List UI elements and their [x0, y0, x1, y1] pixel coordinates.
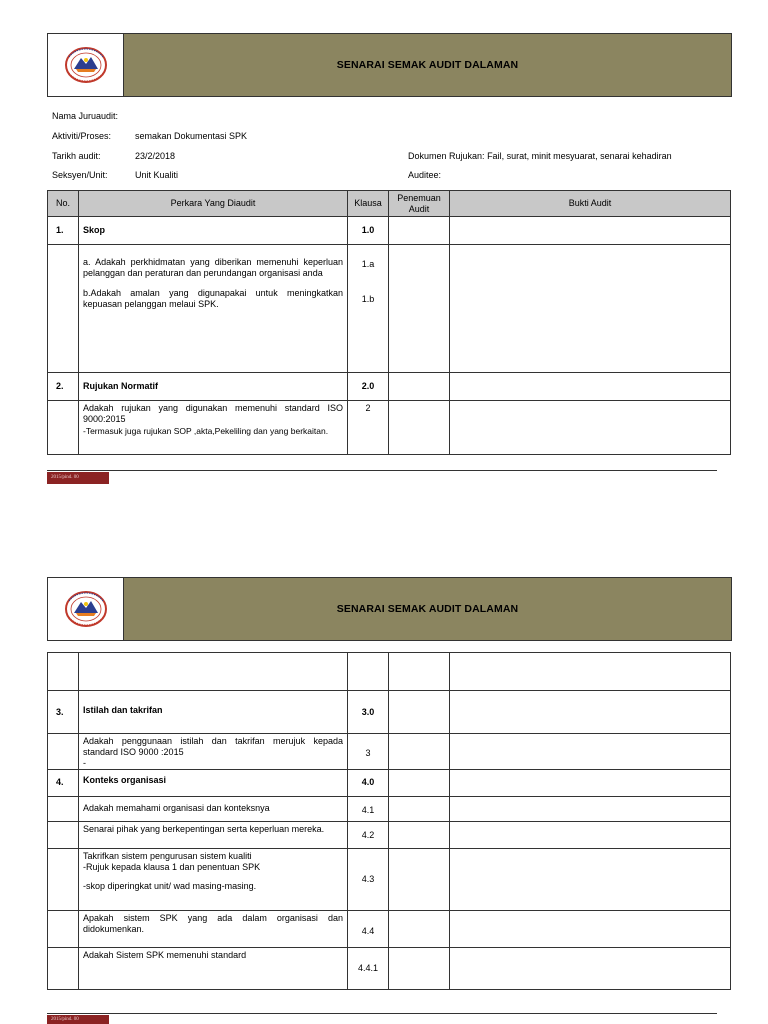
item-2-note: -Termasuk juga rujukan SOP ,akta,Pekeliling dan yang berkaitan. — [83, 426, 329, 436]
table-row — [48, 245, 731, 373]
item-3-text: Adakah penggunaan istilah dan takrifan merujuk kepada standard ISO 9000 :2015 — [83, 736, 343, 757]
dokumen-label: Dokumen Rujukan: — [408, 151, 485, 161]
klausa-1b: 1.b — [361, 294, 375, 304]
bukti-cell[interactable] — [450, 653, 731, 691]
logo-cell — [48, 34, 124, 96]
header-bukti: Bukti Audit — [450, 191, 731, 217]
penemuan-cell[interactable] — [389, 691, 450, 734]
item-description — [79, 734, 348, 770]
penemuan-cell[interactable] — [389, 734, 450, 770]
klausa-cell: 4.0 — [348, 770, 389, 797]
section-number: 4. — [48, 770, 79, 797]
aktiviti-label: Aktiviti/Proses: — [52, 131, 112, 141]
klausa-cell: 3.0 — [348, 691, 389, 734]
tarikh-label: Tarikh audit: — [52, 151, 101, 161]
penemuan-cell[interactable] — [389, 245, 450, 373]
bukti-cell[interactable] — [450, 849, 731, 911]
item-description: Senarai pihak yang berkepentingan serta keperluan mereka. — [79, 822, 348, 849]
table-header-row — [48, 191, 731, 217]
header-penemuan: Penemuan Audit — [389, 191, 450, 217]
item-description: Apakah sistem SPK yang ada dalam organisasi dan didokumenkan. — [79, 911, 348, 948]
dokumen-value: Fail, surat, minit mesyuarat, senarai kehadiran — [487, 151, 672, 161]
bukti-cell[interactable] — [450, 734, 731, 770]
audit-table-page2 — [47, 652, 731, 990]
item-description — [79, 849, 348, 911]
document-title: SENARAI SEMAK AUDIT DALAMAN — [124, 578, 731, 640]
penemuan-cell[interactable] — [389, 401, 450, 455]
item-43-l2: -Rujuk kepada klausa 1 dan penentuan SPK — [83, 862, 261, 872]
item-description: Adakah memahami organisasi dan konteksnya — [79, 797, 348, 822]
klausa-cell: 4.2 — [348, 822, 389, 849]
penemuan-cell[interactable] — [389, 373, 450, 401]
item-description — [79, 401, 348, 455]
klausa-cell: 3 — [348, 734, 389, 770]
organization-seal-icon — [63, 45, 109, 85]
bukti-cell[interactable] — [450, 691, 731, 734]
klausa-cell: 4.3 — [348, 849, 389, 911]
item-1b-text: b.Adakah amalan yang digunapakai untuk meningkatkan kepuasan pelanggan melaui SPK. — [83, 288, 343, 309]
item-description: Adakah Sistem SPK memenuhi standard — [79, 948, 348, 990]
table-row — [48, 401, 731, 455]
header-no: No. — [48, 191, 79, 217]
penemuan-cell[interactable] — [389, 948, 450, 990]
table-row — [48, 691, 731, 734]
table-row — [48, 770, 731, 797]
table-row — [48, 911, 731, 948]
section-number: 3. — [48, 691, 79, 734]
table-row — [48, 948, 731, 990]
bukti-cell[interactable] — [450, 797, 731, 822]
klausa-cell — [348, 245, 389, 373]
table-row — [48, 822, 731, 849]
aktiviti-value: semakan Dokumentasi SPK — [135, 131, 248, 141]
footer-version-tag: 2015/pind. 00 — [47, 472, 109, 484]
auditee-label: Auditee: — [408, 170, 442, 180]
page2-header — [47, 577, 732, 641]
bukti-cell[interactable] — [450, 770, 731, 797]
document-title: SENARAI SEMAK AUDIT DALAMAN — [124, 34, 731, 96]
bukti-cell[interactable] — [450, 373, 731, 401]
footer-divider — [47, 470, 717, 471]
item-43-l1: Takrifkan sistem pengurusan sistem kualiti — [83, 851, 252, 861]
klausa-cell: 4.4 — [348, 911, 389, 948]
table-row — [48, 217, 731, 245]
penemuan-cell[interactable] — [389, 849, 450, 911]
organization-seal-icon — [63, 589, 109, 629]
table-row — [48, 849, 731, 911]
penemuan-cell[interactable] — [389, 822, 450, 849]
section-title: Konteks organisasi — [79, 770, 348, 797]
bukti-cell[interactable] — [450, 822, 731, 849]
penemuan-cell[interactable] — [389, 653, 450, 691]
section-number: 2. — [48, 373, 79, 401]
item-description — [79, 245, 348, 373]
audit-table-page1 — [47, 190, 731, 455]
section-title: Skop — [79, 217, 348, 245]
klausa-cell: 4.1 — [348, 797, 389, 822]
klausa-cell: 2.0 — [348, 373, 389, 401]
section-title: Istilah dan takrifan — [79, 691, 348, 734]
bukti-cell[interactable] — [450, 245, 731, 373]
klausa-1a: 1.a — [361, 259, 375, 269]
klausa-cell: 1.0 — [348, 217, 389, 245]
table-row — [48, 797, 731, 822]
footer-divider — [47, 1013, 717, 1014]
footer-version-tag: 2015/pind. 00 — [47, 1015, 109, 1024]
bukti-cell[interactable] — [450, 911, 731, 948]
bukti-cell[interactable] — [450, 948, 731, 990]
item-43-l3: -skop diperingkat unit/ wad masing-masing. — [83, 881, 257, 891]
table-row — [48, 653, 731, 691]
dokumen-rujukan — [408, 151, 672, 161]
bukti-cell[interactable] — [450, 217, 731, 245]
header-klausa: Klausa — [348, 191, 389, 217]
section-title: Rujukan Normatif — [79, 373, 348, 401]
klausa-cell: 4.4.1 — [348, 948, 389, 990]
page1-header — [47, 33, 732, 97]
item-1a-text: a. Adakah perkhidmatan yang diberikan memenuhi keperluan pelanggan dan peraturan dan perundangan organisasi anda — [83, 257, 343, 278]
penemuan-cell[interactable] — [389, 797, 450, 822]
item-2-text: Adakah rujukan yang digunakan memenuhi standard ISO 9000:2015 — [83, 403, 343, 424]
seksyen-label: Seksyen/Unit: — [52, 170, 108, 180]
seksyen-value: Unit Kualiti — [135, 170, 179, 180]
klausa-cell: 2 — [348, 401, 389, 455]
table-row — [48, 734, 731, 770]
penemuan-cell[interactable] — [389, 217, 450, 245]
bukti-cell[interactable] — [450, 401, 731, 455]
penemuan-cell[interactable] — [389, 770, 450, 797]
tarikh-value: 23/2/2018 — [135, 151, 176, 161]
table-row — [48, 373, 731, 401]
section-number: 1. — [48, 217, 79, 245]
logo-cell — [48, 578, 124, 640]
penemuan-cell[interactable] — [389, 911, 450, 948]
nama-label: Nama Juruaudit: — [52, 111, 119, 121]
header-perkara: Perkara Yang Diaudit — [79, 191, 348, 217]
item-3-dash: - — [83, 758, 86, 768]
